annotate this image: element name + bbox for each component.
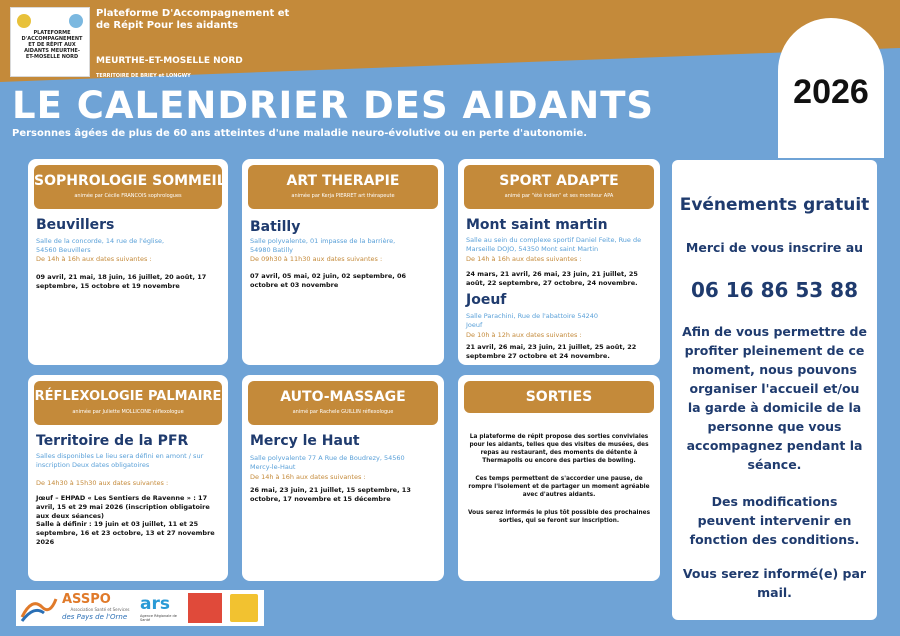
platform-logo: [10, 7, 90, 77]
card-address: Salle polyvalente 77 A Rue de Boudrezy, 54560 Mercy-le-Haut: [250, 454, 405, 471]
page-subtitle: Personnes âgées de plus de 60 ans atteintes d'une maladie neuro-évolutive ou en perte d'autonomie.: [12, 128, 588, 139]
card-address-2: Salle Parachini, Rue de l'abattoire 54240 Joeuf: [466, 312, 599, 329]
asspo-name: ASSPO: [62, 592, 111, 607]
sorties-paragraph-2: Ces temps permettent de s'accorder une pause, de rompre l'isolement et de partager un moment agréable avec d'autres aidants.: [468, 476, 650, 498]
card-title: AUTO-MASSAGE: [280, 389, 406, 405]
brand-name: Plateforme D'Accompagnement et de Répit Pour les aidants: [96, 8, 290, 31]
card-place: Mont saint martin: [466, 217, 608, 233]
ars-subtitle: Agence Régionale de Santé: [140, 614, 177, 622]
card-place: Mercy le Haut: [250, 433, 360, 449]
card-header: [464, 165, 654, 209]
card-place: Territoire de la PFR: [36, 433, 189, 449]
card-address: Salle au sein du complexe sportif Daniel Feite, Rue de Marseille DOJO, 54350 Mont saint Martin: [466, 236, 642, 253]
year-label: 2026: [793, 73, 869, 111]
brand-region: MEURTHE-ET-MOSELLE NORD: [96, 56, 243, 66]
partner-logos: [16, 590, 264, 626]
card-title: SPORT ADAPTE: [499, 173, 619, 189]
sorties-paragraph-1: La plateforme de répit propose des sorties conviviales pour les aidants, telles que des visites de musées, des repas au restaurant, des moments de détente à Thermapolis ou encore des parties de bowling.: [469, 434, 649, 464]
card-reflexologie: [28, 375, 228, 581]
card-dates: 07 avril, 05 mai, 02 juin, 02 septembre, 06 octobre et 03 novembre: [250, 272, 407, 289]
card-header: [34, 165, 226, 209]
card-art-therapie: [242, 159, 444, 365]
phone-number[interactable]: 06 16 86 53 88: [690, 278, 858, 302]
asspo-emblem-icon: [20, 593, 58, 623]
card-facilitator: animé par "été indien" et ses moniteur APA: [504, 193, 614, 199]
info-register: Merci de vous inscrire au: [685, 240, 864, 255]
asspo-logo: [20, 592, 138, 624]
card-address: Salle de la concorde, 14 rue de l'église, 54560 Beuvillers: [36, 237, 165, 254]
card-sport-adapte: [458, 159, 660, 365]
card-title: ART THERAPIE: [286, 173, 400, 189]
card-dates-2: 21 avril, 26 mai, 23 juin, 21 juillet, 25 août, 22 septembre 27 octobre et 24 novembre.: [466, 343, 637, 360]
card-header: [464, 381, 654, 413]
prevention-logo: [188, 593, 222, 623]
page-title: LE CALENDRIER DES AIDANTS: [12, 84, 655, 127]
person-blue-icon: [69, 14, 83, 28]
card-hours-2: De 10h à 12h aux dates suivantes :: [466, 331, 582, 339]
info-paragraph-3: Vous serez informé(e) par mail.: [682, 566, 867, 600]
card-title: SOPHROLOGIE SOMMEIL: [34, 173, 226, 189]
card-place-2: Joeuf: [466, 292, 507, 308]
card-title: RÉFLEXOLOGIE PALMAIRE: [34, 389, 222, 404]
card-title: SORTIES: [525, 389, 593, 405]
brand-territory: TERRITOIRE DE BRIEY et LONGWY: [96, 73, 191, 79]
info-title: Evénements gratuit: [679, 195, 870, 215]
card-facilitator: animée par Juliette MOLLICONE réflexologue: [72, 409, 184, 415]
card-facilitator: animée par Kerja PIERRET art thérapeute: [291, 193, 395, 199]
card-place: Batilly: [250, 219, 301, 235]
card-hours: De 09h30 à 11h30 aux dates suivantes :: [250, 255, 383, 263]
card-facilitator: animé par Rachele GUILLIN réflexologue: [292, 409, 394, 415]
card-sophrologie: [28, 159, 228, 365]
card-header: [248, 165, 438, 209]
card-auto-massage: [242, 375, 444, 581]
card-dates: Jœuf – EHPAD « Les Sentiers de Ravenne » : 17 avril, 15 et 29 mai 2026 (inscription obligatoire aux deux séances): [36, 494, 210, 520]
card-address: Salles disponibles Le lieu sera défini en amont / sur inscription Deux dates obligatoires: [36, 452, 204, 469]
asspo-subtitle: Association Santé et Services: [70, 607, 130, 612]
card-hours: De 14h à 16h aux dates suivantes :: [466, 255, 582, 263]
info-paragraph-1: Afin de vous permettre de profiter pleinement de ce moment, nous pouvons organiser l'accueil et/ou la garde à domicile de la personne que vous accompagnez pendant la séance.: [682, 324, 867, 472]
logo-text: PLATEFORME D'ACCOMPAGNEMENT ET DE RÉPIT AUX AIDANTS MEURTHE-ET-MOSELLE NORD: [21, 30, 83, 60]
person-yellow-icon: [17, 14, 31, 28]
asspo-region: des Pays de l'Orne: [62, 613, 128, 621]
info-panel: [672, 160, 877, 620]
card-hours: De 14h à 16h aux dates suivantes :: [250, 473, 366, 481]
card-dates: 24 mars, 21 avril, 26 mai, 23 juin, 21 juillet, 25 août, 22 septembre, 27 octobre, 24 novembre.: [466, 270, 638, 287]
info-paragraph-2: Des modifications peuvent intervenir en fonction des conditions.: [689, 494, 860, 547]
card-place: Beuvillers: [36, 217, 115, 233]
card-hours: De 14h30 à 15h30 aux dates suivantes :: [36, 479, 169, 487]
card-sorties: [458, 375, 660, 581]
card-dates: 26 mai, 23 juin, 21 juillet, 15 septembre, 13 octobre, 17 novembre et 15 décembre: [250, 486, 411, 503]
card-facilitator: animée par Cécile FRANCOIS sophrologues: [74, 193, 182, 199]
card-dates-2: Salle à définir : 19 juin et 03 juillet, 11 et 25 septembre, 16 et 23 octobre, 13 et 27 novembre 2026: [36, 520, 215, 546]
sorties-paragraph-3: Vous serez informés le plus tôt possible des prochaines sorties, qui se feront sur inscription.: [467, 510, 651, 524]
departement-logo: [230, 594, 258, 622]
card-dates: 09 avril, 21 mai, 18 juin, 16 juillet, 20 août, 17 septembre, 15 octobre et 19 novembre: [36, 273, 207, 290]
year-tab: [778, 18, 884, 158]
card-header: [248, 381, 438, 425]
card-address: Salle polyvalente, 01 impasse de la barrière, 54980 Batilly: [250, 237, 396, 254]
ars-logo: ars: [140, 594, 170, 614]
card-header: [34, 381, 222, 425]
card-hours: De 14h à 16h aux dates suivantes :: [36, 255, 152, 263]
